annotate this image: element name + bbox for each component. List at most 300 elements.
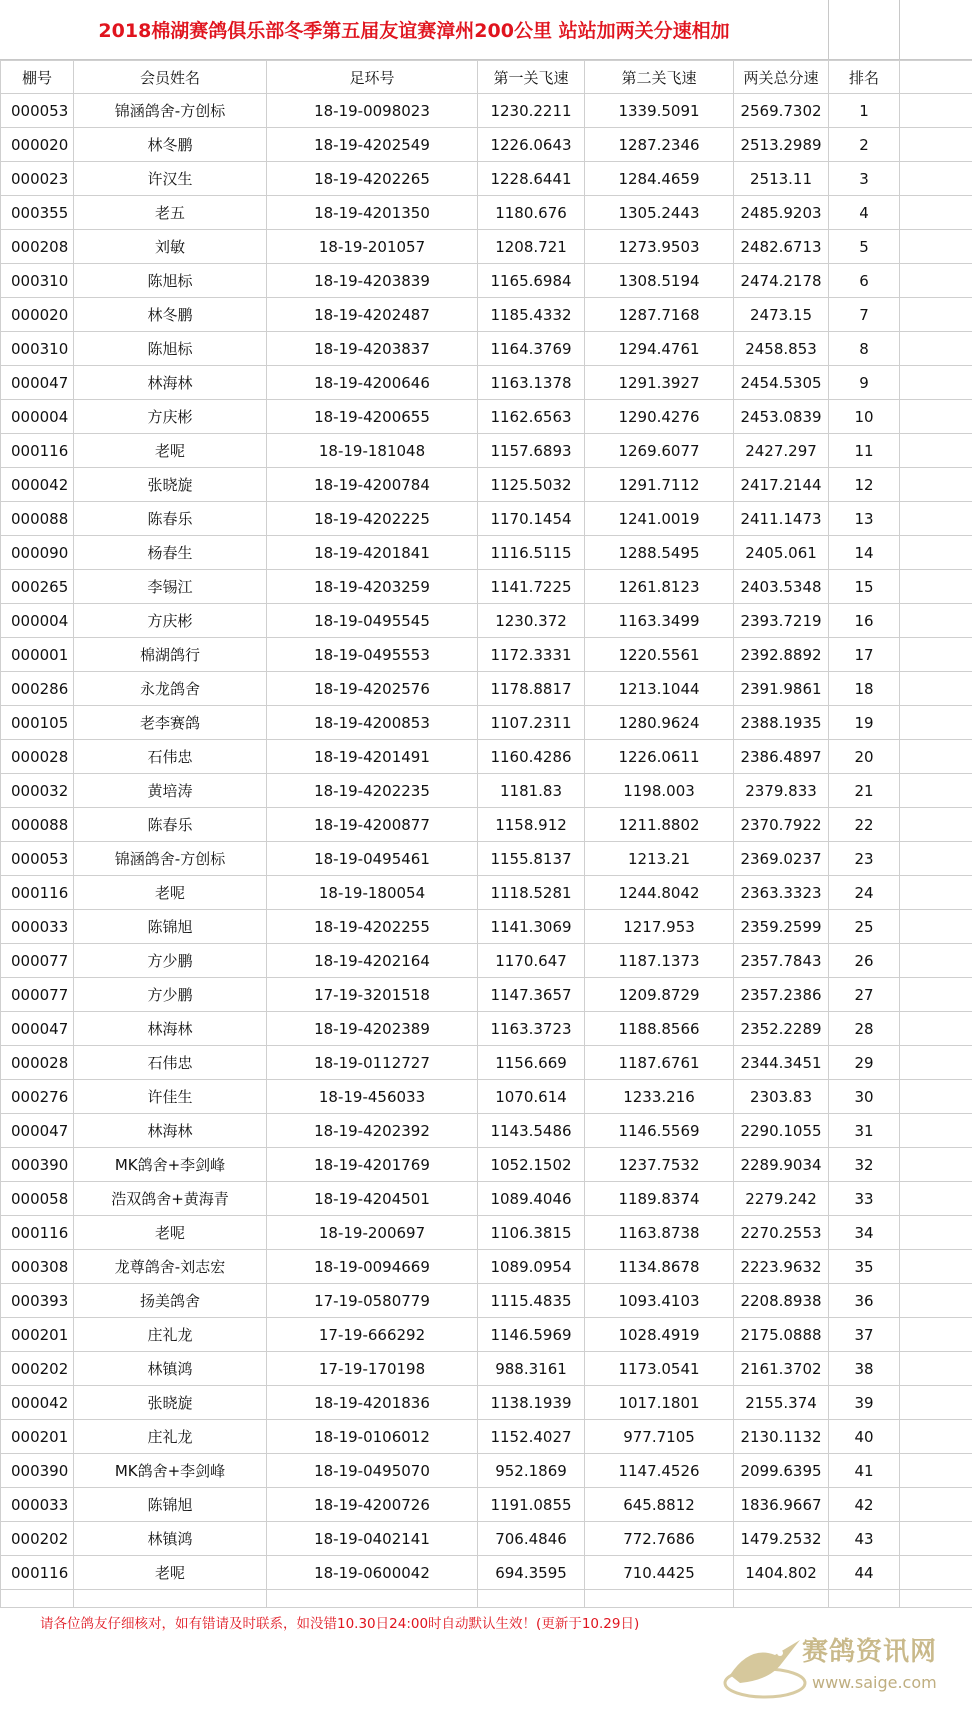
table-row [1,570,972,604]
cell-pen-no: 000390 [1,1148,74,1182]
cell-total-speed: 2369.0237 [734,842,829,876]
table-row [1,536,972,570]
cell-total-speed: 2569.7302 [734,94,829,128]
cell-ring-no: 18-19-4202164 [267,944,478,978]
cell-pen-no: 000276 [1,1080,74,1114]
table-row [1,332,972,366]
table-row [1,1046,972,1080]
cell-speed-2: 1093.4103 [585,1284,734,1318]
cell-pen-no: 000201 [1,1318,74,1352]
cell-speed-1: 1185.4332 [478,298,585,332]
table-row [1,1148,972,1182]
cell-empty [900,1556,972,1590]
cell-total-speed: 2485.9203 [734,196,829,230]
cell-member-name: 刘敏 [74,230,267,264]
cell-rank: 36 [829,1284,900,1318]
cell-pen-no: 000047 [1,1012,74,1046]
cell-empty [900,366,972,400]
cell-speed-2: 1273.9503 [585,230,734,264]
cell-ring-no: 18-19-4203837 [267,332,478,366]
table-row [1,1080,972,1114]
cell-total-speed: 1404.802 [734,1556,829,1590]
cell-empty [900,944,972,978]
cell-speed-2: 1287.2346 [585,128,734,162]
cell-rank: 4 [829,196,900,230]
cell-speed-2: 1187.6761 [585,1046,734,1080]
cell-total-speed: 2403.5348 [734,570,829,604]
cell-rank: 8 [829,332,900,366]
cell-pen-no: 000265 [1,570,74,604]
cell-member-name: 许佳生 [74,1080,267,1114]
cell-pen-no: 000020 [1,128,74,162]
cell-total-speed: 2303.83 [734,1080,829,1114]
cell-ring-no: 18-19-4201841 [267,536,478,570]
header-pen-no: 棚号 [1,61,74,94]
pigeon-logo-icon [720,1625,810,1705]
cell-speed-1: 1163.1378 [478,366,585,400]
cell-empty [900,570,972,604]
cell-speed-2: 1284.4659 [585,162,734,196]
cell-member-name: 林冬鹏 [74,298,267,332]
cell-empty [900,1182,972,1216]
cell-rank: 44 [829,1556,900,1590]
table-row [1,128,972,162]
cell-empty [900,774,972,808]
cell-ring-no: 18-19-456033 [267,1080,478,1114]
cell-speed-2: 1280.9624 [585,706,734,740]
table-row [1,1352,972,1386]
cell-speed-1: 952.1869 [478,1454,585,1488]
cell-speed-2: 1163.3499 [585,604,734,638]
cell-total-speed: 2370.7922 [734,808,829,842]
cell-rank: 23 [829,842,900,876]
cell-pen-no: 000088 [1,502,74,536]
cell-ring-no: 18-19-0094669 [267,1250,478,1284]
cell-speed-1: 1181.83 [478,774,585,808]
watermark [720,1625,970,1705]
cell-speed-1: 1106.3815 [478,1216,585,1250]
table-row [1,604,972,638]
cell-rank: 10 [829,400,900,434]
cell-member-name: 石伟忠 [74,740,267,774]
table-row [1,400,972,434]
cell-member-name: 老呢 [74,1216,267,1250]
cell-empty [900,1522,972,1556]
cell-empty [900,128,972,162]
cell-rank: 3 [829,162,900,196]
table-row [1,638,972,672]
cell-empty [900,1012,972,1046]
cell-member-name: 陈春乐 [74,502,267,536]
header-rank: 排名 [829,61,900,94]
cell-member-name: 张晓旋 [74,468,267,502]
cell-pen-no: 000393 [1,1284,74,1318]
cell-total-speed: 2405.061 [734,536,829,570]
cell-rank: 21 [829,774,900,808]
watermark-url: www.saige.com [812,1673,937,1692]
cell-speed-2: 1189.8374 [585,1182,734,1216]
cell-total-speed: 2386.4897 [734,740,829,774]
cell-speed-1: 1155.8137 [478,842,585,876]
cell-total-speed: 2359.2599 [734,910,829,944]
cell-speed-2: 1217.953 [585,910,734,944]
cell-pen-no: 000105 [1,706,74,740]
cell-speed-2: 1237.7532 [585,1148,734,1182]
cell-ring-no: 18-19-0495070 [267,1454,478,1488]
cell-speed-2: 1290.4276 [585,400,734,434]
cell-pen-no: 000047 [1,366,74,400]
cell-speed-1: 694.3595 [478,1556,585,1590]
cell-rank: 35 [829,1250,900,1284]
cell-ring-no: 18-19-4202487 [267,298,478,332]
cell-pen-no: 000310 [1,332,74,366]
cell-rank: 25 [829,910,900,944]
cell-member-name: 庄礼龙 [74,1318,267,1352]
cell-total-speed: 2175.0888 [734,1318,829,1352]
title-divider [899,0,900,60]
cell-empty [900,230,972,264]
cell-speed-1: 1141.7225 [478,570,585,604]
cell-total-speed: 2289.9034 [734,1148,829,1182]
cell-speed-1: 1228.6441 [478,162,585,196]
cell-member-name: 老五 [74,196,267,230]
table-row [1,944,972,978]
cell-pen-no: 000116 [1,434,74,468]
cell-pen-no: 000202 [1,1352,74,1386]
cell-empty [900,808,972,842]
cell-pen-no: 000023 [1,162,74,196]
cell-speed-2: 1134.8678 [585,1250,734,1284]
cell-pen-no: 000033 [1,910,74,944]
cell-total-speed: 2513.2989 [734,128,829,162]
cell-speed-2: 1261.8123 [585,570,734,604]
cell-rank: 39 [829,1386,900,1420]
cell-member-name: 张晓旋 [74,1386,267,1420]
cell-rank: 29 [829,1046,900,1080]
cell-speed-2: 645.8812 [585,1488,734,1522]
cell-total-speed: 2473.15 [734,298,829,332]
cell-speed-1: 1143.5486 [478,1114,585,1148]
cell-pen-no: 000116 [1,1216,74,1250]
watermark-name: 赛鸽资讯网 [802,1631,937,1668]
table-row [1,468,972,502]
cell-empty [900,638,972,672]
cell-empty [900,298,972,332]
cell-rank: 1 [829,94,900,128]
table-row [1,1420,972,1454]
cell-ring-no: 18-19-4202392 [267,1114,478,1148]
cell-pen-no: 000090 [1,536,74,570]
cell-speed-2: 1220.5561 [585,638,734,672]
cell-member-name: 庄礼龙 [74,1420,267,1454]
cell-member-name: MK鸽舍+李剑峰 [74,1454,267,1488]
cell-rank: 18 [829,672,900,706]
cell-total-speed: 2099.6395 [734,1454,829,1488]
header-row [1,61,972,94]
cell-rank: 6 [829,264,900,298]
cell-rank: 14 [829,536,900,570]
table-row [1,672,972,706]
blank-row [1,1590,972,1608]
cell-speed-1: 1089.4046 [478,1182,585,1216]
cell-speed-2: 1209.8729 [585,978,734,1012]
cell-member-name: 方少鹏 [74,944,267,978]
cell-member-name: 石伟忠 [74,1046,267,1080]
cell-empty [829,1590,900,1608]
table-row [1,298,972,332]
cell-pen-no: 000310 [1,264,74,298]
table-row [1,1216,972,1250]
table-row [1,1454,972,1488]
cell-empty [900,196,972,230]
cell-empty [900,842,972,876]
cell-pen-no: 000001 [1,638,74,672]
cell-speed-2: 1308.5194 [585,264,734,298]
cell-pen-no: 000286 [1,672,74,706]
cell-rank: 30 [829,1080,900,1114]
cell-ring-no: 18-19-200697 [267,1216,478,1250]
cell-empty [900,706,972,740]
cell-member-name: 方少鹏 [74,978,267,1012]
cell-empty [900,468,972,502]
cell-speed-2: 1188.8566 [585,1012,734,1046]
table-row [1,1114,972,1148]
cell-member-name: 永龙鸽舍 [74,672,267,706]
cell-speed-2: 1226.0611 [585,740,734,774]
cell-ring-no: 17-19-3201518 [267,978,478,1012]
cell-speed-1: 1118.5281 [478,876,585,910]
cell-total-speed: 2161.3702 [734,1352,829,1386]
cell-pen-no: 000202 [1,1522,74,1556]
cell-empty [900,434,972,468]
cell-member-name: 方庆彬 [74,604,267,638]
cell-speed-2: 1294.4761 [585,332,734,366]
cell-speed-1: 1147.3657 [478,978,585,1012]
table-row [1,740,972,774]
cell-rank: 40 [829,1420,900,1454]
cell-speed-2: 1233.216 [585,1080,734,1114]
table-row [1,264,972,298]
sheet-title: 2018棉湖赛鸽俱乐部冬季第五届友谊赛漳州200公里 站站加两关分速相加 [0,0,828,59]
header-member-name: 会员姓名 [74,61,267,94]
cell-member-name: 林海林 [74,1012,267,1046]
cell-total-speed: 2352.2289 [734,1012,829,1046]
cell-pen-no: 000047 [1,1114,74,1148]
cell-ring-no: 18-19-4200655 [267,400,478,434]
cell-empty [900,400,972,434]
cell-speed-2: 1244.8042 [585,876,734,910]
cell-empty [734,1590,829,1608]
cell-ring-no: 18-19-0495545 [267,604,478,638]
cell-speed-1: 1116.5115 [478,536,585,570]
cell-speed-1: 1089.0954 [478,1250,585,1284]
cell-speed-1: 1208.721 [478,230,585,264]
cell-rank: 32 [829,1148,900,1182]
cell-ring-no: 18-19-4201491 [267,740,478,774]
cell-rank: 24 [829,876,900,910]
cell-pen-no: 000077 [1,978,74,1012]
cell-total-speed: 2279.242 [734,1182,829,1216]
cell-rank: 7 [829,298,900,332]
cell-rank: 33 [829,1182,900,1216]
cell-speed-1: 1170.1454 [478,502,585,536]
cell-total-speed: 2290.1055 [734,1114,829,1148]
cell-speed-2: 1291.3927 [585,366,734,400]
cell-member-name: 锦涵鸽舍-方创标 [74,842,267,876]
cell-member-name: 陈旭标 [74,332,267,366]
cell-ring-no: 17-19-170198 [267,1352,478,1386]
cell-ring-no: 18-19-4200646 [267,366,478,400]
cell-speed-1: 1163.3723 [478,1012,585,1046]
cell-empty [585,1590,734,1608]
cell-pen-no: 000042 [1,468,74,502]
header-ring-no: 足环号 [267,61,478,94]
cell-speed-2: 1241.0019 [585,502,734,536]
header-speed-2: 第二关飞速 [585,61,734,94]
cell-empty [900,1114,972,1148]
header-speed-1: 第一关飞速 [478,61,585,94]
cell-empty [900,536,972,570]
cell-rank: 9 [829,366,900,400]
cell-total-speed: 2270.2553 [734,1216,829,1250]
header-empty [900,61,972,94]
cell-pen-no: 000077 [1,944,74,978]
cell-speed-2: 1211.8802 [585,808,734,842]
cell-speed-1: 1157.6893 [478,434,585,468]
cell-empty [900,332,972,366]
cell-empty [900,604,972,638]
cell-speed-2: 977.7105 [585,1420,734,1454]
cell-speed-2: 1163.8738 [585,1216,734,1250]
cell-empty [900,502,972,536]
cell-speed-2: 1305.2443 [585,196,734,230]
cell-ring-no: 18-19-180054 [267,876,478,910]
header-total-speed: 两关总分速 [734,61,829,94]
cell-ring-no: 18-19-0106012 [267,1420,478,1454]
cell-member-name: 李锡江 [74,570,267,604]
cell-empty [900,264,972,298]
table-row [1,502,972,536]
cell-member-name: 陈春乐 [74,808,267,842]
cell-speed-2: 772.7686 [585,1522,734,1556]
cell-speed-1: 1156.669 [478,1046,585,1080]
cell-member-name: 许汉生 [74,162,267,196]
cell-total-speed: 2417.2144 [734,468,829,502]
cell-pen-no: 000032 [1,774,74,808]
cell-empty [900,1250,972,1284]
cell-speed-1: 706.4846 [478,1522,585,1556]
cell-member-name: MK鸽舍+李剑峰 [74,1148,267,1182]
cell-member-name: 扬美鸽舍 [74,1284,267,1318]
cell-empty [900,1046,972,1080]
cell-pen-no: 000053 [1,94,74,128]
cell-empty [267,1590,478,1608]
cell-pen-no: 000355 [1,196,74,230]
cell-member-name: 杨春生 [74,536,267,570]
table-row [1,910,972,944]
cell-ring-no: 18-19-4201350 [267,196,478,230]
cell-ring-no: 18-19-0098023 [267,94,478,128]
table-row [1,1318,972,1352]
cell-ring-no: 18-19-4200853 [267,706,478,740]
cell-ring-no: 18-19-4201769 [267,1148,478,1182]
cell-speed-1: 1230.372 [478,604,585,638]
table-row [1,774,972,808]
cell-member-name: 棉湖鸽行 [74,638,267,672]
table-row [1,162,972,196]
cell-ring-no: 18-19-0112727 [267,1046,478,1080]
cell-total-speed: 2458.853 [734,332,829,366]
cell-ring-no: 18-19-4201836 [267,1386,478,1420]
cell-rank: 5 [829,230,900,264]
cell-total-speed: 2453.0839 [734,400,829,434]
cell-member-name: 老呢 [74,434,267,468]
cell-member-name: 林海林 [74,366,267,400]
cell-total-speed: 1479.2532 [734,1522,829,1556]
cell-ring-no: 18-19-181048 [267,434,478,468]
cell-ring-no: 18-19-0495461 [267,842,478,876]
cell-empty [900,910,972,944]
cell-speed-2: 710.4425 [585,1556,734,1590]
cell-empty [478,1590,585,1608]
cell-pen-no: 000053 [1,842,74,876]
cell-pen-no: 000033 [1,1488,74,1522]
cell-speed-2: 1017.1801 [585,1386,734,1420]
cell-rank: 41 [829,1454,900,1488]
cell-total-speed: 2427.297 [734,434,829,468]
cell-rank: 42 [829,1488,900,1522]
cell-empty [900,1454,972,1488]
results-table [0,60,972,1608]
table-row [1,1012,972,1046]
cell-empty [900,1590,972,1608]
cell-rank: 11 [829,434,900,468]
cell-pen-no: 000028 [1,740,74,774]
cell-member-name: 老李赛鸽 [74,706,267,740]
cell-empty [900,1420,972,1454]
cell-speed-2: 1287.7168 [585,298,734,332]
cell-rank: 31 [829,1114,900,1148]
table-row [1,434,972,468]
cell-pen-no: 000004 [1,400,74,434]
cell-empty [900,978,972,1012]
cell-speed-1: 1158.912 [478,808,585,842]
cell-speed-1: 1164.3769 [478,332,585,366]
cell-rank: 37 [829,1318,900,1352]
cell-rank: 20 [829,740,900,774]
cell-speed-1: 1165.6984 [478,264,585,298]
cell-speed-1: 1146.5969 [478,1318,585,1352]
cell-empty [900,1488,972,1522]
cell-speed-1: 1107.2311 [478,706,585,740]
cell-ring-no: 18-19-4202265 [267,162,478,196]
cell-total-speed: 2357.2386 [734,978,829,1012]
cell-empty [900,876,972,910]
cell-speed-1: 1141.3069 [478,910,585,944]
cell-empty [900,672,972,706]
cell-speed-2: 1288.5495 [585,536,734,570]
cell-ring-no: 18-19-4204501 [267,1182,478,1216]
table-row [1,196,972,230]
cell-ring-no: 18-19-0495553 [267,638,478,672]
cell-ring-no: 18-19-4203839 [267,264,478,298]
cell-speed-2: 1213.21 [585,842,734,876]
cell-pen-no: 000390 [1,1454,74,1488]
cell-ring-no: 18-19-4202255 [267,910,478,944]
cell-speed-1: 988.3161 [478,1352,585,1386]
cell-speed-1: 1052.1502 [478,1148,585,1182]
cell-speed-2: 1269.6077 [585,434,734,468]
